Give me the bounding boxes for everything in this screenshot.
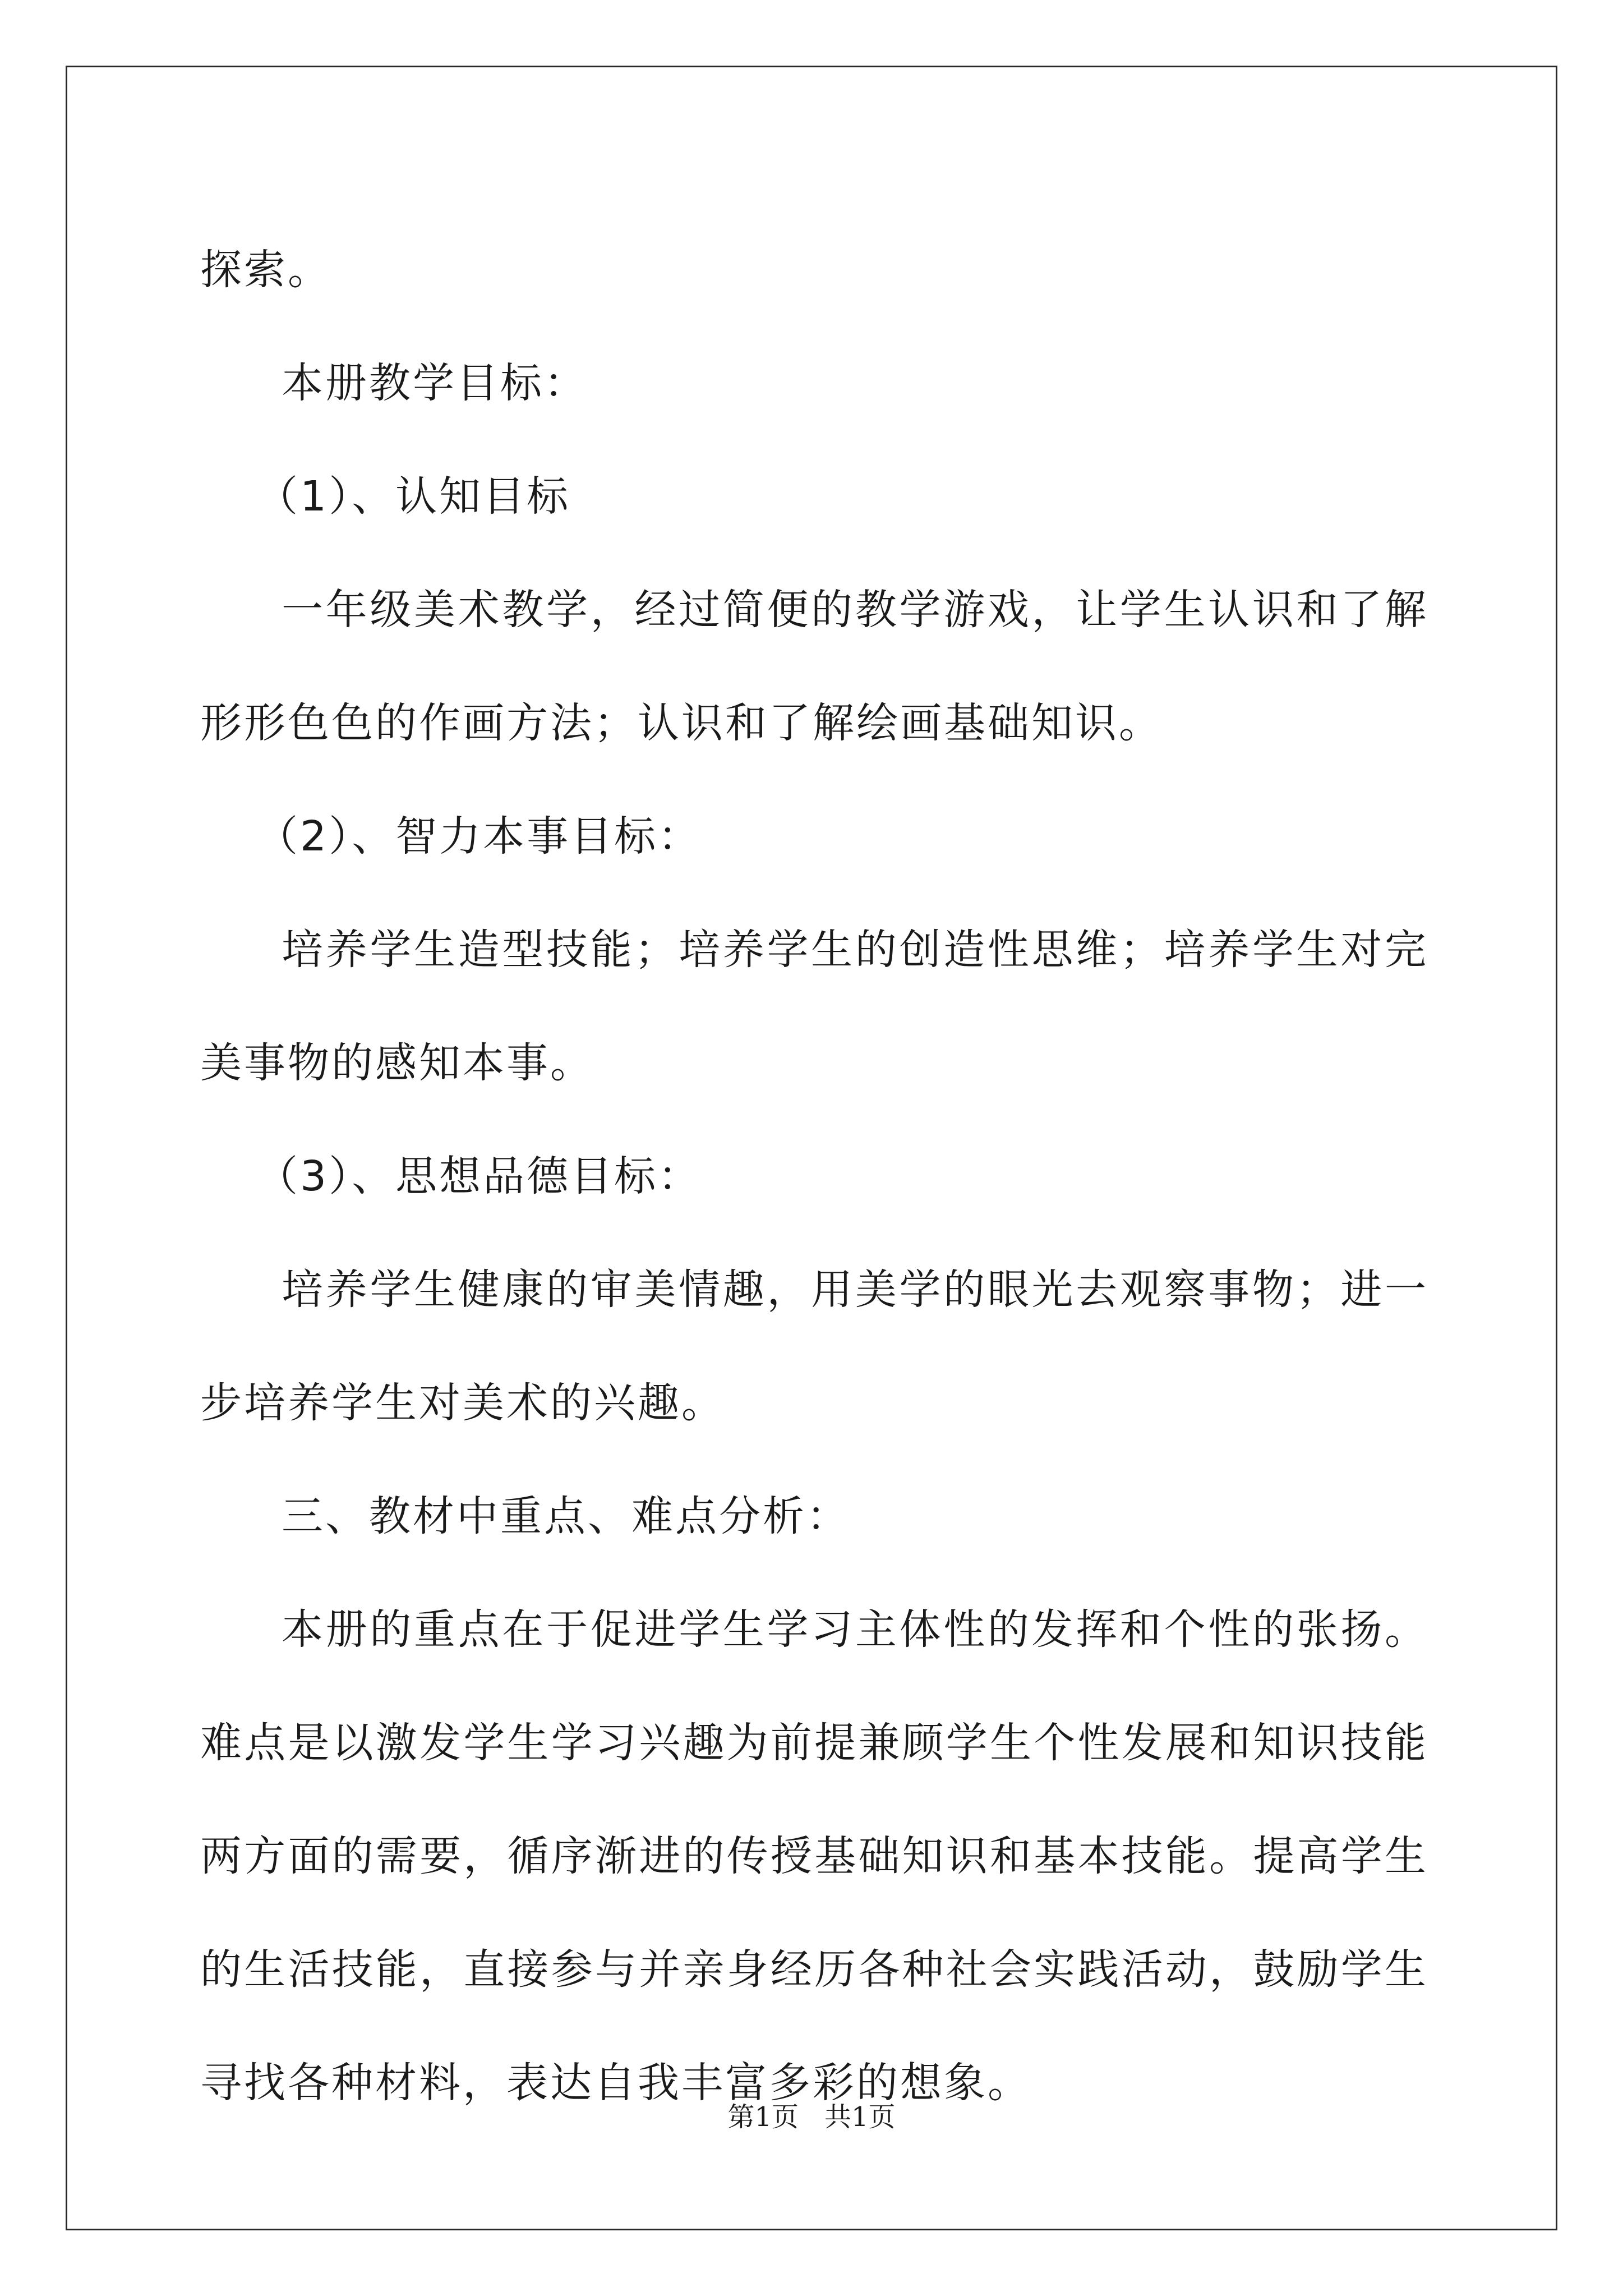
sub-heading: （2）、智力本事目标： [256, 812, 702, 861]
sub-heading: （1）、认知目标 [256, 472, 571, 521]
paragraph: 培养学生造型技能；培养学生的创造性思维；培养学生对完美事物的感知本事。 [200, 926, 1428, 1087]
paragraph: 本册的重点在于促进学生学习主体性的发挥和个性的张扬。难点是以激发学生学习兴趣为前提兼顾学生个性发展和知识技能两方面的需要，循序渐进的传授基础知识和基本技能。提高学生的生活技能，直接参与并亲身经历各种社会实践活动，鼓励学生寻找各种材料，表达自我丰富多彩的想象。 [200, 1605, 1428, 2107]
sub-heading: （3）、思想品德目标： [256, 1152, 702, 1200]
document-body [200, 213, 1428, 2139]
page-number: 第1页 [727, 2101, 799, 2133]
section-heading: 三、教材中重点、难点分析： [282, 1492, 850, 1540]
paragraph: 一年级美术教学，经过简便的教学游戏，让学生认识和了解形形色色的作画方法；认识和了解绘画基础知识。 [200, 586, 1428, 747]
section-heading: 本册教学目标： [282, 359, 588, 407]
paragraph: 培养学生健康的审美情趣，用美学的眼光去观察事物；进一步培养学生对美术的兴趣。 [200, 1266, 1428, 1427]
paragraph: 探索。 [200, 246, 331, 294]
page-footer [0, 2095, 1623, 2134]
page-total: 共1页 [824, 2101, 896, 2133]
